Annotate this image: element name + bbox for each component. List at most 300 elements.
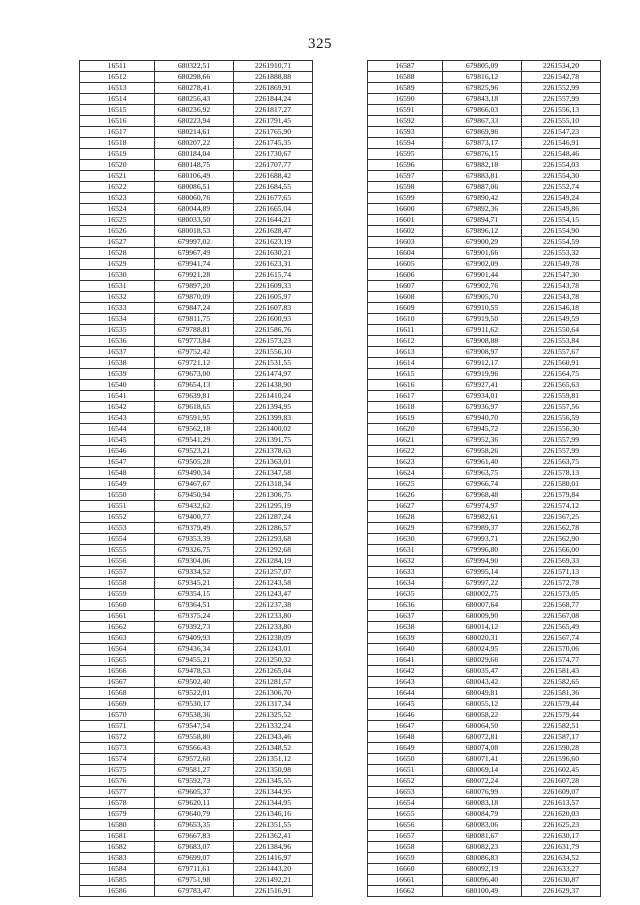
- y-coordinate-cell: 2261243,58: [234, 578, 313, 589]
- point-number-cell: 16582: [80, 842, 155, 853]
- table-row: [368, 831, 601, 842]
- table-row: [80, 270, 313, 281]
- point-number-cell: 16580: [80, 820, 155, 831]
- point-number-cell: 16606: [368, 270, 443, 281]
- y-coordinate-cell: 2261399,83: [234, 413, 313, 424]
- x-coordinate-cell: 680086,51: [155, 182, 234, 193]
- y-coordinate-cell: 2261684,55: [234, 182, 313, 193]
- table-row: [368, 435, 601, 446]
- table-row: [80, 490, 313, 501]
- x-coordinate-cell: 680083,06: [443, 820, 522, 831]
- table-row: [368, 567, 601, 578]
- y-coordinate-cell: 2261416,97: [234, 853, 313, 864]
- point-number-cell: 16595: [368, 149, 443, 160]
- y-coordinate-cell: 2261587,17: [522, 732, 601, 743]
- point-number-cell: 16529: [80, 259, 155, 270]
- point-number-cell: 16549: [80, 479, 155, 490]
- table-row: [80, 776, 313, 787]
- table-row: [368, 61, 601, 72]
- y-coordinate-cell: 2261363,01: [234, 457, 313, 468]
- table-row: [368, 237, 601, 248]
- y-coordinate-cell: 2261552,74: [522, 182, 601, 193]
- y-coordinate-cell: 2261567,08: [522, 611, 601, 622]
- table-row: [368, 710, 601, 721]
- y-coordinate-cell: 2261516,91: [234, 886, 313, 897]
- x-coordinate-cell: 679966,74: [443, 479, 522, 490]
- point-number-cell: 16596: [368, 160, 443, 171]
- x-coordinate-cell: 680055,12: [443, 699, 522, 710]
- x-coordinate-cell: 680060,76: [155, 193, 234, 204]
- table-row: [368, 248, 601, 259]
- y-coordinate-cell: 2261325,52: [234, 710, 313, 721]
- point-number-cell: 16539: [80, 369, 155, 380]
- y-coordinate-cell: 2261384,96: [234, 842, 313, 853]
- x-coordinate-cell: 680049,81: [443, 688, 522, 699]
- x-coordinate-cell: 679673,00: [155, 369, 234, 380]
- y-coordinate-cell: 2261347,58: [234, 468, 313, 479]
- x-coordinate-cell: 679941,74: [155, 259, 234, 270]
- y-coordinate-cell: 2261557,99: [522, 435, 601, 446]
- x-coordinate-cell: 679890,42: [443, 193, 522, 204]
- x-coordinate-cell: 680214,61: [155, 127, 234, 138]
- point-number-cell: 16545: [80, 435, 155, 446]
- point-number-cell: 16612: [368, 336, 443, 347]
- y-coordinate-cell: 2261547,30: [522, 270, 601, 281]
- point-number-cell: 16531: [80, 281, 155, 292]
- point-number-cell: 16557: [80, 567, 155, 578]
- x-coordinate-cell: 679892,36: [443, 204, 522, 215]
- table-row: [368, 743, 601, 754]
- y-coordinate-cell: 2261665,04: [234, 204, 313, 215]
- table-row: [368, 622, 601, 633]
- table-row: [368, 391, 601, 402]
- table-row: [368, 644, 601, 655]
- table-row: [80, 666, 313, 677]
- y-coordinate-cell: 2261620,03: [522, 809, 601, 820]
- x-coordinate-cell: 679882,18: [443, 160, 522, 171]
- table-row: [368, 358, 601, 369]
- x-coordinate-cell: 679847,24: [155, 303, 234, 314]
- table-row: [80, 171, 313, 182]
- table-row: [368, 457, 601, 468]
- point-number-cell: 16520: [80, 160, 155, 171]
- table-row: [368, 787, 601, 798]
- x-coordinate-cell: 679866,03: [443, 105, 522, 116]
- table-row: [80, 842, 313, 853]
- point-number-cell: 16642: [368, 666, 443, 677]
- y-coordinate-cell: 2261582,65: [522, 677, 601, 688]
- x-coordinate-cell: 680072,81: [443, 732, 522, 743]
- point-number-cell: 16518: [80, 138, 155, 149]
- y-coordinate-cell: 2261567,25: [522, 512, 601, 523]
- y-coordinate-cell: 2261555,10: [522, 116, 601, 127]
- point-number-cell: 16651: [368, 765, 443, 776]
- point-number-cell: 16648: [368, 732, 443, 743]
- y-coordinate-cell: 2261586,76: [234, 325, 313, 336]
- point-number-cell: 16636: [368, 600, 443, 611]
- y-coordinate-cell: 2261625,23: [522, 820, 601, 831]
- y-coordinate-cell: 2261566,00: [522, 545, 601, 556]
- y-coordinate-cell: 2261549,24: [522, 193, 601, 204]
- point-number-cell: 16618: [368, 402, 443, 413]
- x-coordinate-cell: 679547,54: [155, 721, 234, 732]
- table-row: [368, 336, 601, 347]
- y-coordinate-cell: 2261579,84: [522, 490, 601, 501]
- table-row: [368, 666, 601, 677]
- y-coordinate-cell: 2261634,52: [522, 853, 601, 864]
- x-coordinate-cell: 679912,17: [443, 358, 522, 369]
- y-coordinate-cell: 2261568,77: [522, 600, 601, 611]
- y-coordinate-cell: 2261817,27: [234, 105, 313, 116]
- y-coordinate-cell: 2261557,99: [522, 446, 601, 457]
- x-coordinate-cell: 680043,42: [443, 677, 522, 688]
- x-coordinate-cell: 679522,01: [155, 688, 234, 699]
- table-row: [80, 347, 313, 358]
- table-row: [368, 820, 601, 831]
- table-row: [80, 369, 313, 380]
- table-row: [80, 534, 313, 545]
- table-row: [368, 600, 601, 611]
- table-row: [80, 237, 313, 248]
- x-coordinate-cell: 679558,80: [155, 732, 234, 743]
- x-coordinate-cell: 679958,26: [443, 446, 522, 457]
- y-coordinate-cell: 2261629,37: [522, 886, 601, 897]
- point-number-cell: 16644: [368, 688, 443, 699]
- y-coordinate-cell: 2261609,33: [234, 281, 313, 292]
- x-coordinate-cell: 680044,89: [155, 204, 234, 215]
- point-number-cell: 16599: [368, 193, 443, 204]
- y-coordinate-cell: 2261596,60: [522, 754, 601, 765]
- table-row: [368, 259, 601, 270]
- table-row: [80, 314, 313, 325]
- y-coordinate-cell: 2261317,34: [234, 699, 313, 710]
- point-number-cell: 16585: [80, 875, 155, 886]
- point-number-cell: 16602: [368, 226, 443, 237]
- x-coordinate-cell: 679752,42: [155, 347, 234, 358]
- table-row: [368, 523, 601, 534]
- point-number-cell: 16660: [368, 864, 443, 875]
- table-row: [368, 776, 601, 787]
- x-coordinate-cell: 680074,08: [443, 743, 522, 754]
- table-row: [368, 611, 601, 622]
- y-coordinate-cell: 2261559,81: [522, 391, 601, 402]
- x-coordinate-cell: 679919,96: [443, 369, 522, 380]
- point-number-cell: 16571: [80, 721, 155, 732]
- y-coordinate-cell: 2261492,21: [234, 875, 313, 886]
- table-row: [80, 479, 313, 490]
- x-coordinate-cell: 679505,28: [155, 457, 234, 468]
- y-coordinate-cell: 2261557,56: [522, 402, 601, 413]
- point-number-cell: 16528: [80, 248, 155, 259]
- table-row: [368, 325, 601, 336]
- coordinates-table-left: [79, 60, 313, 897]
- y-coordinate-cell: 2261569,33: [522, 556, 601, 567]
- table-row: [80, 72, 313, 83]
- y-coordinate-cell: 2261350,98: [234, 765, 313, 776]
- table-row: [80, 798, 313, 809]
- point-number-cell: 16621: [368, 435, 443, 446]
- point-number-cell: 16526: [80, 226, 155, 237]
- point-number-cell: 16587: [368, 61, 443, 72]
- point-number-cell: 16661: [368, 875, 443, 886]
- table-row: [80, 578, 313, 589]
- y-coordinate-cell: 2261556,10: [234, 347, 313, 358]
- x-coordinate-cell: 679640,79: [155, 809, 234, 820]
- point-number-cell: 16616: [368, 380, 443, 391]
- point-number-cell: 16550: [80, 490, 155, 501]
- point-number-cell: 16649: [368, 743, 443, 754]
- table-row: [368, 699, 601, 710]
- point-number-cell: 16525: [80, 215, 155, 226]
- point-number-cell: 16609: [368, 303, 443, 314]
- point-number-cell: 16513: [80, 83, 155, 94]
- table-row: [368, 765, 601, 776]
- y-coordinate-cell: 2261410,24: [234, 391, 313, 402]
- y-coordinate-cell: 2261257,07: [234, 567, 313, 578]
- point-number-cell: 16601: [368, 215, 443, 226]
- x-coordinate-cell: 679805,09: [443, 61, 522, 72]
- x-coordinate-cell: 679667,83: [155, 831, 234, 842]
- table-row: [80, 468, 313, 479]
- x-coordinate-cell: 680096,40: [443, 875, 522, 886]
- point-number-cell: 16594: [368, 138, 443, 149]
- point-number-cell: 16591: [368, 105, 443, 116]
- y-coordinate-cell: 2261534,20: [522, 61, 601, 72]
- x-coordinate-cell: 680100,49: [443, 886, 522, 897]
- x-coordinate-cell: 679908,97: [443, 347, 522, 358]
- y-coordinate-cell: 2261581,36: [522, 688, 601, 699]
- table-row: [80, 160, 313, 171]
- point-number-cell: 16626: [368, 490, 443, 501]
- point-number-cell: 16565: [80, 655, 155, 666]
- x-coordinate-cell: 679334,52: [155, 567, 234, 578]
- point-number-cell: 16589: [368, 83, 443, 94]
- y-coordinate-cell: 2261562,90: [522, 534, 601, 545]
- point-number-cell: 16627: [368, 501, 443, 512]
- table-row: [368, 655, 601, 666]
- point-number-cell: 16628: [368, 512, 443, 523]
- point-number-cell: 16619: [368, 413, 443, 424]
- y-coordinate-cell: 2261565,63: [522, 380, 601, 391]
- y-coordinate-cell: 2261630,17: [522, 831, 601, 842]
- x-coordinate-cell: 679538,36: [155, 710, 234, 721]
- x-coordinate-cell: 679502,40: [155, 677, 234, 688]
- table-row: [80, 358, 313, 369]
- x-coordinate-cell: 680322,51: [155, 61, 234, 72]
- point-number-cell: 16562: [80, 622, 155, 633]
- point-number-cell: 16568: [80, 688, 155, 699]
- table-row: [80, 820, 313, 831]
- point-number-cell: 16564: [80, 644, 155, 655]
- table-row: [368, 578, 601, 589]
- y-coordinate-cell: 2261563,75: [522, 457, 601, 468]
- x-coordinate-cell: 680007,64: [443, 600, 522, 611]
- y-coordinate-cell: 2261707,77: [234, 160, 313, 171]
- point-number-cell: 16521: [80, 171, 155, 182]
- point-number-cell: 16614: [368, 358, 443, 369]
- point-number-cell: 16593: [368, 127, 443, 138]
- x-coordinate-cell: 679620,11: [155, 798, 234, 809]
- point-number-cell: 16630: [368, 534, 443, 545]
- table-row: [80, 677, 313, 688]
- table-row: [80, 391, 313, 402]
- point-number-cell: 16652: [368, 776, 443, 787]
- x-coordinate-cell: 679304,06: [155, 556, 234, 567]
- table-row: [368, 270, 601, 281]
- x-coordinate-cell: 679639,81: [155, 391, 234, 402]
- table-row: [368, 864, 601, 875]
- point-number-cell: 16635: [368, 589, 443, 600]
- table-row: [80, 732, 313, 743]
- table-row: [368, 479, 601, 490]
- table-row: [80, 259, 313, 270]
- y-coordinate-cell: 2261602,45: [522, 765, 601, 776]
- point-number-cell: 16537: [80, 347, 155, 358]
- x-coordinate-cell: 679591,95: [155, 413, 234, 424]
- point-number-cell: 16638: [368, 622, 443, 633]
- table-row: [368, 369, 601, 380]
- x-coordinate-cell: 679788,81: [155, 325, 234, 336]
- y-coordinate-cell: 2261443,20: [234, 864, 313, 875]
- point-number-cell: 16611: [368, 325, 443, 336]
- y-coordinate-cell: 2261623,19: [234, 237, 313, 248]
- x-coordinate-cell: 679897,20: [155, 281, 234, 292]
- point-number-cell: 16554: [80, 534, 155, 545]
- x-coordinate-cell: 680256,43: [155, 94, 234, 105]
- point-number-cell: 16658: [368, 842, 443, 853]
- x-coordinate-cell: 679683,07: [155, 842, 234, 853]
- table-row: [80, 556, 313, 567]
- table-row: [368, 413, 601, 424]
- table-row: [80, 193, 313, 204]
- point-number-cell: 16516: [80, 116, 155, 127]
- point-number-cell: 16556: [80, 556, 155, 567]
- x-coordinate-cell: 679467,67: [155, 479, 234, 490]
- y-coordinate-cell: 2261438,90: [234, 380, 313, 391]
- table-row: [368, 380, 601, 391]
- table-row: [80, 303, 313, 314]
- point-number-cell: 16581: [80, 831, 155, 842]
- y-coordinate-cell: 2261547,23: [522, 127, 601, 138]
- y-coordinate-cell: 2261318,34: [234, 479, 313, 490]
- point-number-cell: 16625: [368, 479, 443, 490]
- point-number-cell: 16604: [368, 248, 443, 259]
- x-coordinate-cell: 679961,40: [443, 457, 522, 468]
- x-coordinate-cell: 679901,66: [443, 248, 522, 259]
- x-coordinate-cell: 679968,48: [443, 490, 522, 501]
- point-number-cell: 16576: [80, 776, 155, 787]
- y-coordinate-cell: 2261578,13: [522, 468, 601, 479]
- y-coordinate-cell: 2261677,65: [234, 193, 313, 204]
- y-coordinate-cell: 2261556,59: [522, 413, 601, 424]
- x-coordinate-cell: 679996,80: [443, 545, 522, 556]
- page-number: 325: [308, 36, 332, 52]
- y-coordinate-cell: 2261292,68: [234, 545, 313, 556]
- point-number-cell: 16579: [80, 809, 155, 820]
- table-row: [368, 721, 601, 732]
- point-number-cell: 16577: [80, 787, 155, 798]
- x-coordinate-cell: 679867,33: [443, 116, 522, 127]
- table-row: [368, 160, 601, 171]
- x-coordinate-cell: 679982,61: [443, 512, 522, 523]
- point-number-cell: 16578: [80, 798, 155, 809]
- x-coordinate-cell: 679940,70: [443, 413, 522, 424]
- point-number-cell: 16551: [80, 501, 155, 512]
- y-coordinate-cell: 2261615,74: [234, 270, 313, 281]
- point-number-cell: 16588: [368, 72, 443, 83]
- point-number-cell: 16558: [80, 578, 155, 589]
- point-number-cell: 16519: [80, 149, 155, 160]
- point-number-cell: 16607: [368, 281, 443, 292]
- y-coordinate-cell: 2261554,15: [522, 215, 601, 226]
- table-row: [80, 644, 313, 655]
- point-number-cell: 16573: [80, 743, 155, 754]
- x-coordinate-cell: 679919,50: [443, 314, 522, 325]
- table-row: [80, 325, 313, 336]
- y-coordinate-cell: 2261543,78: [522, 292, 601, 303]
- y-coordinate-cell: 2261560,91: [522, 358, 601, 369]
- point-number-cell: 16527: [80, 237, 155, 248]
- x-coordinate-cell: 679927,41: [443, 380, 522, 391]
- table-row: [368, 314, 601, 325]
- y-coordinate-cell: 2261573,05: [522, 589, 601, 600]
- x-coordinate-cell: 679523,21: [155, 446, 234, 457]
- table-row: [80, 281, 313, 292]
- table-row: [368, 94, 601, 105]
- x-coordinate-cell: 679653,35: [155, 820, 234, 831]
- y-coordinate-cell: 2261556,30: [522, 424, 601, 435]
- table-row: [368, 545, 601, 556]
- x-coordinate-cell: 680002,75: [443, 589, 522, 600]
- y-coordinate-cell: 2261344,95: [234, 798, 313, 809]
- y-coordinate-cell: 2261745,35: [234, 138, 313, 149]
- table-row: [368, 446, 601, 457]
- y-coordinate-cell: 2261582,51: [522, 721, 601, 732]
- point-number-cell: 16617: [368, 391, 443, 402]
- table-row: [368, 292, 601, 303]
- table-row: [80, 248, 313, 259]
- point-number-cell: 16643: [368, 677, 443, 688]
- point-number-cell: 16559: [80, 589, 155, 600]
- x-coordinate-cell: 679873,17: [443, 138, 522, 149]
- point-number-cell: 16543: [80, 413, 155, 424]
- y-coordinate-cell: 2261554,59: [522, 237, 601, 248]
- point-number-cell: 16546: [80, 446, 155, 457]
- y-coordinate-cell: 2261630,87: [522, 875, 601, 886]
- y-coordinate-cell: 2261345,55: [234, 776, 313, 787]
- table-row: [80, 413, 313, 424]
- point-number-cell: 16547: [80, 457, 155, 468]
- x-coordinate-cell: 679353,39: [155, 534, 234, 545]
- x-coordinate-cell: 679783,47: [155, 886, 234, 897]
- table-row: [80, 545, 313, 556]
- table-row: [368, 633, 601, 644]
- point-number-cell: 16572: [80, 732, 155, 743]
- x-coordinate-cell: 680184,04: [155, 149, 234, 160]
- y-coordinate-cell: 2261570,06: [522, 644, 601, 655]
- x-coordinate-cell: 680058,22: [443, 710, 522, 721]
- table-row: [80, 512, 313, 523]
- table-row: [80, 864, 313, 875]
- point-number-cell: 16512: [80, 72, 155, 83]
- x-coordinate-cell: 679478,53: [155, 666, 234, 677]
- table-row: [368, 842, 601, 853]
- table-row: [80, 688, 313, 699]
- x-coordinate-cell: 679530,17: [155, 699, 234, 710]
- y-coordinate-cell: 2261351,12: [234, 754, 313, 765]
- x-coordinate-cell: 679375,24: [155, 611, 234, 622]
- y-coordinate-cell: 2261543,78: [522, 281, 601, 292]
